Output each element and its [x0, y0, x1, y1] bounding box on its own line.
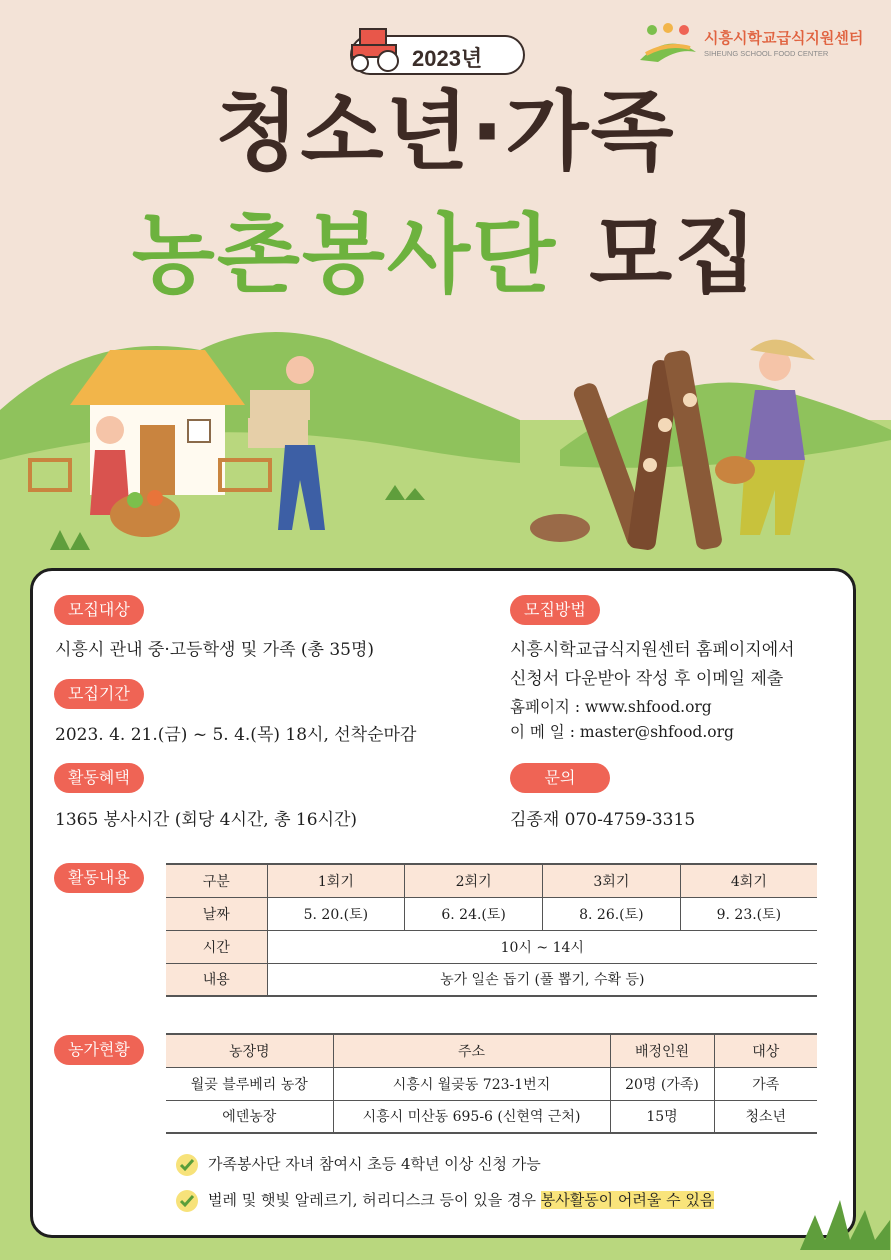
logo-subtitle: SIHEUNG SCHOOL FOOD CENTER: [704, 49, 829, 58]
table-cell: 가족: [714, 1067, 817, 1100]
note-highlight: 봉사활동이 어려울 수 있음: [540, 1191, 715, 1209]
note-text: 가족봉사단 자녀 참여시 초등 4학년 이상 신청 가능: [208, 1155, 541, 1173]
email-row: [510, 720, 734, 742]
org-logo: [638, 22, 878, 67]
table-row: [166, 930, 817, 963]
table-cell: 9. 23.(토): [680, 897, 817, 930]
title-volunteer-group: 농촌봉사단: [131, 205, 558, 305]
recruit-target-text: 시흥시 관내 중·고등학생 및 가족 (총 35명): [55, 640, 375, 660]
activity-badge: 활동내용: [54, 863, 144, 893]
year-badge: [350, 35, 525, 75]
recruit-method-line2: 신청서 다운받아 작성 후 이메일 제출: [510, 669, 784, 689]
table-cell: 10시 ~ 14시: [267, 930, 817, 963]
table-header-cell: 배정인원: [610, 1034, 714, 1067]
table-header-cell: 주소: [333, 1034, 610, 1067]
tractor-icon: [346, 23, 406, 73]
recruit-target-badge: 모집대상: [54, 595, 144, 625]
table-cell: 청소년: [714, 1100, 817, 1133]
table-cell: 5. 20.(토): [267, 897, 405, 930]
table-cell: 8. 26.(토): [543, 897, 681, 930]
grass-icon: [800, 1200, 890, 1250]
table-cell: 농가 일손 돕기 (풀 뽑기, 수확 등): [267, 963, 817, 996]
farms-table: [166, 1033, 817, 1134]
recruit-period-text: 2023. 4. 21.(금) ~ 5. 4.(목) 18시, 선착순마감: [55, 725, 417, 745]
title-recruit: 모집: [589, 205, 760, 305]
check-icon: [176, 1154, 198, 1176]
note-item: [176, 1153, 541, 1176]
homepage-link[interactable]: : www.shfood.org: [574, 698, 712, 716]
logo-people-icon: [638, 22, 698, 64]
recruit-method-badge: 모집방법: [510, 595, 600, 625]
row-label-time: 시간: [166, 930, 267, 963]
table-header-cell: 농장명: [166, 1034, 333, 1067]
recruit-period-badge: 모집기간: [54, 679, 144, 709]
homepage-label: 홈페이지: [510, 698, 570, 716]
inquiry-badge: 문의: [510, 763, 610, 793]
table-header-cell: 구분: [166, 864, 267, 897]
info-card: [30, 568, 856, 1238]
table-cell: 에덴농장: [166, 1100, 333, 1133]
title-line1: 청소년·가족: [215, 82, 676, 182]
recruit-method-line1: 시흥시학교급식지원센터 홈페이지에서: [510, 640, 795, 660]
table-header-cell: 3회기: [543, 864, 681, 897]
benefit-badge: 활동혜택: [54, 763, 144, 793]
table-header-cell: 2회기: [405, 864, 543, 897]
table-header-cell: 4회기: [680, 864, 817, 897]
table-cell: 시흥시 미산동 695-6 (신현역 근처): [333, 1100, 610, 1133]
table-header-row: [166, 1034, 817, 1067]
logo-name: 시흥시학교급식지원센터: [704, 29, 864, 47]
year-text: 2023년: [412, 46, 483, 71]
table-header-cell: 1회기: [267, 864, 405, 897]
table-cell: 시흥시 월곶동 723-1번지: [333, 1067, 610, 1100]
farm-illustration: [0, 300, 891, 590]
inquiry-text: 김종재 070-4759-3315: [510, 810, 696, 830]
row-label-date: 날짜: [166, 897, 267, 930]
table-header-row: [166, 864, 817, 897]
table-cell: 20명 (가족): [610, 1067, 714, 1100]
table-row: [166, 897, 817, 930]
table-row: [166, 1100, 817, 1133]
note-text: 벌레 및 햇빛 알레르기, 허리디스크 등이 있을 경우: [208, 1191, 541, 1209]
row-label-content: 내용: [166, 963, 267, 996]
table-row: [166, 963, 817, 996]
title-line2: [0, 205, 891, 305]
email-link[interactable]: : master@shfood.org: [569, 723, 734, 741]
note-item: [176, 1189, 714, 1212]
table-cell: 15명: [610, 1100, 714, 1133]
email-label: 이 메 일: [510, 723, 565, 741]
benefit-text: 1365 봉사시간 (회당 4시간, 총 16시간): [55, 810, 358, 830]
farms-badge: 농가현황: [54, 1035, 144, 1065]
table-cell: 6. 24.(토): [405, 897, 543, 930]
table-cell: 월곶 블루베리 농장: [166, 1067, 333, 1100]
table-header-cell: 대상: [714, 1034, 817, 1067]
homepage-row: [510, 695, 712, 717]
check-icon: [176, 1190, 198, 1212]
table-row: [166, 1067, 817, 1100]
activity-table: [166, 863, 817, 997]
